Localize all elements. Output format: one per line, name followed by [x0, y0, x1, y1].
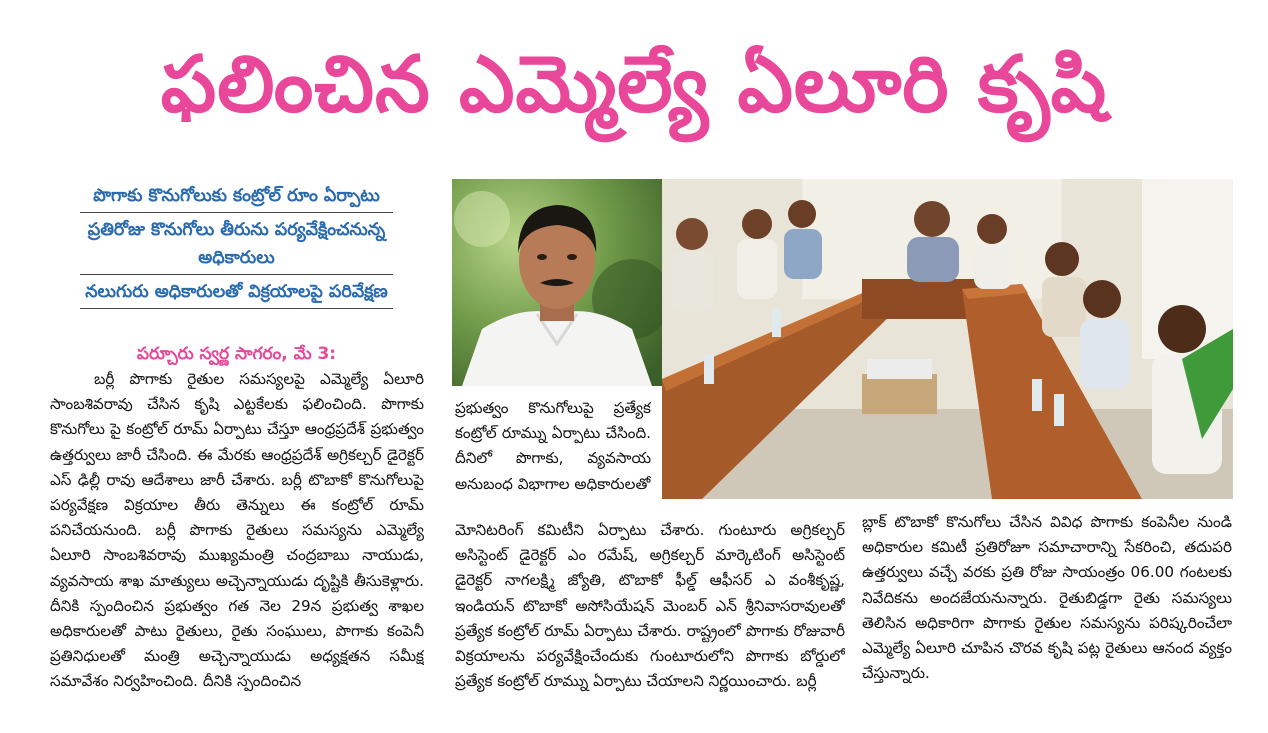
divider [80, 212, 393, 213]
article-column-2-bottom [455, 518, 845, 718]
portrait-illustration [452, 179, 662, 386]
article-column-2-top [455, 396, 651, 518]
subheading-2: ప్రతిరోజు కొనుగోలు తీరును పర్యవేక్షించనున్న అధికారులు [87, 220, 386, 268]
divider [80, 308, 393, 309]
article-text-2-top: ప్రభుత్వం కొనుగోలుపై ప్రత్యేక కంట్రోల్ రూమ్ను ఏర్పాటు చేసింది. దీనిలో పొగాకు, వ్యవసాయ అనుబంధ విభాగాల అధికారులతో [455, 399, 651, 493]
meeting-illustration [662, 179, 1233, 499]
article-text-1: బర్లీ పొగాకు రైతుల సమస్యలపై ఎమ్మెల్యే ఏలూరి సాంబశివరావు చేసిన కృషి ఎట్టకేలకు ఫలించింది. పొగాకు కొనుగోలు పై కంట్రోల్ రూమ్ ఏర్పాటు చేస్తూ ఆంధ్రప్రదేశ్ ప్రభుత్వం ఉత్తర్వులు జారీ చేసింది. ఈ మేరకు ఆంధ్రప్రదేశ్ అగ్రికల్చర్ డైరెక్టర్ ఎస్ ఢిల్లీ రావు ఆదేశాలు జారీ చేశారు. బర్లీ టొబాకో కొనుగోలుపై పర్యవేక్షణ విక్రయాల తీరు తెన్నులు ఈ కంట్రోల్ రూమ్ పనిచేయనుంది. బర్లీ పొగాకు రైతులు సమస్యను ఎమ్మెల్యే ఏలూరి సాంబశివరావు ముఖ్యమంత్రి చంద్రబాబు నాయుడు, వ్యవసాయ శాఖ మాత్యులు అచ్చెన్నాయుడు దృష్టికి తీసుకెళ్లారు. దీనికి స్పందించిన ప్రభుత్వం గత నెల 29న ప్రభుత్వ శాఖల అధికారులతో పాటు రైతులు, రైతు సంఘులు, పొగాకు కంపెనీ ప్రతినిధులతో మంత్రి అచ్చెన్నాయుడు అధ్యక్షతన సమీక్ష సమావేశం నిర్వహించింది. దీనికి స్పందించిన [50, 370, 424, 691]
article-column-3 [862, 510, 1232, 710]
subheadings [50, 182, 423, 312]
mla-portrait-photo [452, 179, 662, 386]
divider [80, 274, 393, 275]
subheading-3: నలుగురు అధికారులతో విక్రయాలపై పరివేక్షణ [85, 282, 388, 302]
subheading-1: పొగాకు కొనుగోలుకు కంట్రోల్ రూం ఏర్పాటు [93, 186, 380, 206]
dateline: పర్చూరు స్వర్ణ సాగరం, మే 3: [136, 344, 337, 364]
article-column-1 [50, 367, 424, 719]
article-text-2-bottom: మోనిటరింగ్ కమిటీని ఏర్పాటు చేశారు. గుంటూరు అగ్రికల్చర్ అసిస్టెంట్ డైరెక్టర్ ఎం రమేష్, అగ్రికల్చర్ మార్కెటింగ్ అసిస్టెంట్ డైరెక్టర్ నాగలక్ష్మి జ్యోతి, టొబాకో ఫీల్డ్ ఆఫీసర్ ఎ వంశీకృష్ణ, ఇండియన్ టొబాకో అసోసియేషన్ మెంబర్ ఎన్ శ్రీనివాసరావులతో ప్రత్యేక కంట్రోల్ రూమ్ ఏర్పాటు చేశారు. రాష్ట్రంలో పొగాకు రోజువారీ విక్రయాలను పర్యవేక్షించేందుకు గుంటూరులోని పొగాకు బోర్డులో ప్రత్యేక కంట్రోల్ రూమ్ను ఏర్పాటు చేయాలని నిర్ణయించారు. బర్లీ [455, 521, 845, 691]
headline: ఫలించిన ఎమ్మెల్యే ఏలూరి కృషి [160, 40, 1108, 130]
meeting-photo [662, 179, 1233, 499]
article-text-3: బ్లాక్ టొబాకో కొనుగోలు చేసిన వివిధ పొగాకు కంపెనీల నుండి అధికారుల కమిటీ ప్రతిరోజూ సమాచారాన్ని సేకరించి, తదుపరి ఉత్తర్వులు వచ్చే వరకు ప్రతి రోజు సాయంత్రం 06.00 గంటలకు నివేదికను అందజేయనున్నారు. రైతుబిడ్డగా రైతు సమస్యలు తెలిసిన అధికారిగా పొగాకు రైతుల సమస్యను పరిష్కరించేలా ఎమ్మెల్యే ఏలూరి చూపిన చొరవ కృషి పట్ల రైతులు ఆనంద వ్యక్తం చేస్తున్నారు. [862, 513, 1232, 683]
